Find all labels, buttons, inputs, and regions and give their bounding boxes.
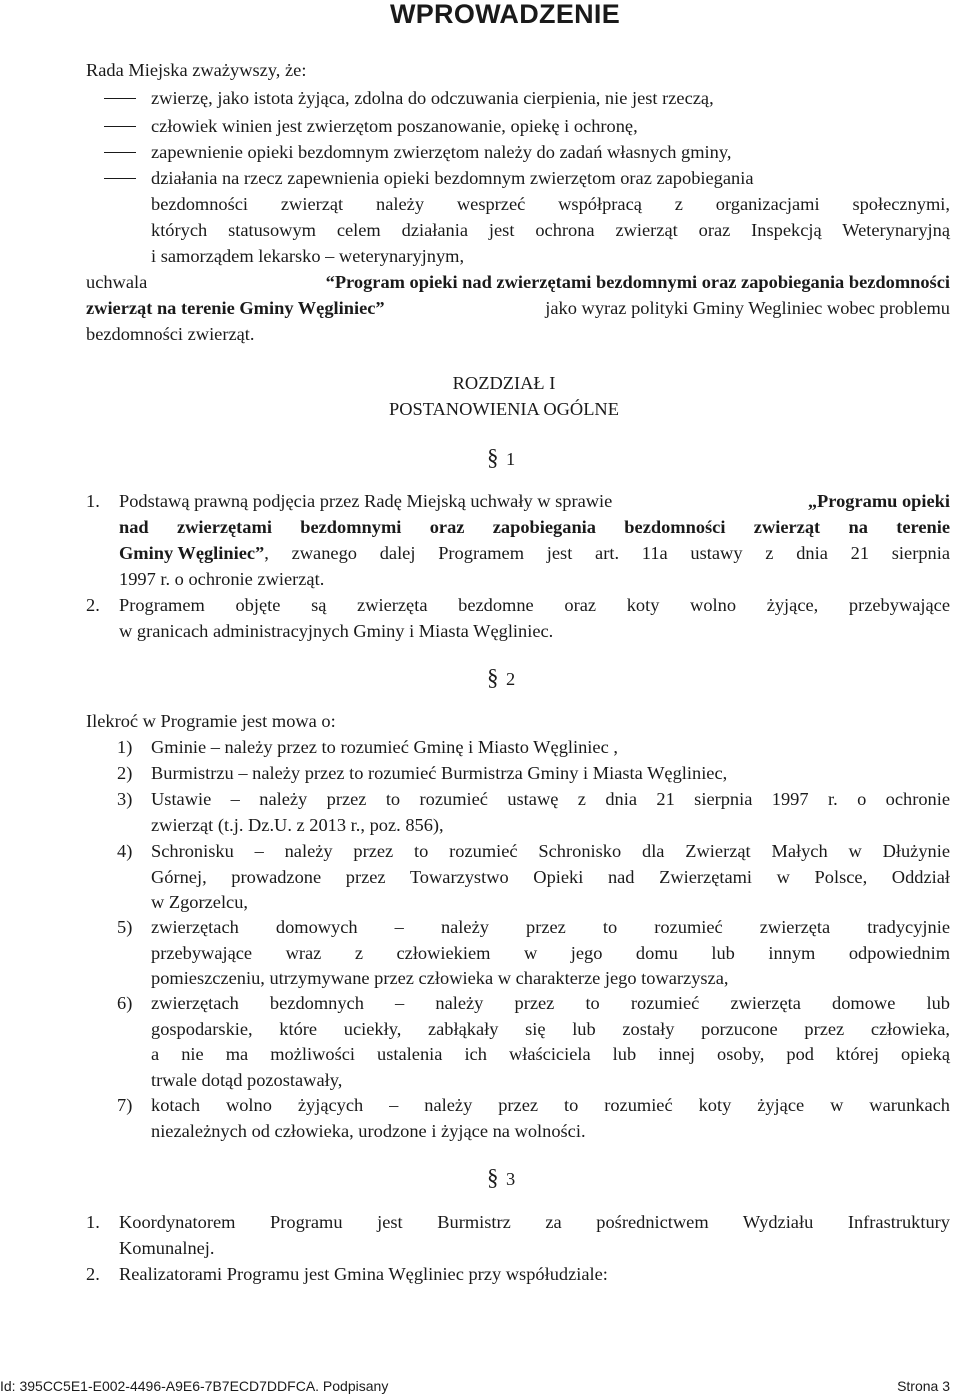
definition-line: Burmistrzu – należy przez to rozumieć Burmistrza Gminy i Miasta Węgliniec, xyxy=(151,763,728,783)
definition-number: 6) xyxy=(117,993,133,1013)
section-number: 2 xyxy=(506,669,516,689)
definitions-intro: Ilekroć w Programie jest mowa o: xyxy=(86,711,336,731)
definition-number: 7) xyxy=(117,1095,133,1115)
definition-number: 1) xyxy=(117,737,133,757)
section-number: 1 xyxy=(506,449,516,469)
bullet-item: człowiek winien jest zwierzętom poszanowanie, opiekę i ochronę, xyxy=(151,116,638,136)
resolution-line-2 xyxy=(86,295,950,321)
chapter-subtitle: POSTANOWIENIA OGÓLNE xyxy=(389,399,619,419)
intro-text: Rada Miejska zważywszy, że: xyxy=(86,60,307,80)
paragraph-text: Podstawą prawną podjęcia przez Radę Miejską uchwały w sprawie xyxy=(119,491,613,511)
definition-line: gospodarskie, które uciekły, zabłąkały się lub zostały porzucone przez człowieka, xyxy=(151,1018,950,1039)
paragraph-line xyxy=(119,540,950,566)
bullet-continuation: bezdomności zwierząt należy wesprzeć współpracą z organizacjami społecznymi, xyxy=(151,194,950,214)
program-title: “Program opieki nad zwierzętami bezdomnymi oraz zapobiegania bezdomności xyxy=(325,272,950,292)
paragraph-number: 2. xyxy=(86,1264,100,1284)
paragraph-number: 2. xyxy=(86,595,100,615)
definition-line: Górnej, prowadzone przez Towarzystwo Opieki nad Zwierzętami w Polsce, Oddział xyxy=(151,866,950,887)
paragraph-number: 1. xyxy=(86,1212,100,1232)
definition-number: 3) xyxy=(117,789,133,809)
paragraph-line: Koordynatorem Programu jest Burmistrz za pośrednictwem Wydziału Infrastruktury xyxy=(119,1212,950,1232)
section-sign: § xyxy=(487,665,499,690)
definition-number: 4) xyxy=(117,841,133,861)
definition-number: 2) xyxy=(117,763,133,783)
bullet-item: zapewnienie opieki bezdomnym zwierzętom należy do zadań własnych gminy, xyxy=(151,142,732,162)
bullet-item xyxy=(151,165,950,191)
section-number: 3 xyxy=(506,1169,516,1189)
paragraph-line: 1997 r. o ochronie zwierząt. xyxy=(119,569,325,589)
bullet-continuation: i samorządem lekarsko – weterynaryjnym, xyxy=(151,246,465,266)
section-sign: § xyxy=(487,1165,499,1190)
paragraph-line: Komunalnej. xyxy=(119,1238,215,1258)
definition-line: Gminie – należy przez to rozumieć Gminę i Miasto Węgliniec , xyxy=(151,737,618,757)
paragraph-number: 1. xyxy=(86,491,100,511)
paragraph-text: , zwanego dalej Programem jest art. 11a ustawy z dnia 21 sierpnia xyxy=(264,543,950,563)
bullet-text: działania na rzecz zapewnienia opieki bezdomnym zwierzętom oraz zapobiegania xyxy=(151,168,754,188)
bullet-continuation: których statusowym celem działania jest ochrona zwierząt oraz Inspekcją Weterynaryjną xyxy=(151,220,950,240)
resolution-line-1 xyxy=(86,269,950,295)
definition-line: Schronisku – należy przez to rozumieć Schronisko dla Zwierząt Małych w Dłużynie xyxy=(151,841,950,861)
resolution-rest: jako wyraz polityki Gminy Wegliniec wobec problemu xyxy=(545,298,950,318)
page-title: WPROWADZENIE xyxy=(389,0,621,29)
document-id: Id: 395CC5E1-E002-4496-A9E6-7B7ECD7DDFCA. Podpisany xyxy=(0,1378,389,1394)
chapter-title: ROZDZIAŁ I xyxy=(452,373,556,393)
resolution-prefix: uchwala xyxy=(86,272,148,292)
definition-line: Ustawie – należy przez to rozumieć ustawę z dnia 21 sierpnia 1997 r. o ochronie xyxy=(151,789,950,809)
definition-line: zwierząt (t.j. Dz.U. z 2013 r., poz. 856), xyxy=(151,814,444,835)
definition-line: zwierzętach domowych – należy przez to rozumieć zwierzęta tradycyjnie xyxy=(151,917,950,937)
definition-line: trwale dotąd pozostawały, xyxy=(151,1069,343,1090)
dash-bullet xyxy=(104,126,136,127)
definition-number: 5) xyxy=(117,917,133,937)
definition-line: przebywające wraz z człowiekiem w jego domu lub innym odpowiednim xyxy=(151,942,950,963)
paragraph-line: w granicach administracyjnych Gminy i Miasta Węgliniec. xyxy=(119,621,554,641)
definition-line: w Zgorzelcu, xyxy=(151,892,249,912)
definition-line: niezależnych od człowieka, urodzone i żyjące na wolności. xyxy=(151,1120,586,1141)
bullet-item: zwierzę, jako istota żyjąca, zdolna do odczuwania cierpienia, nie jest rzeczą, xyxy=(151,88,714,108)
definition-line: pomieszczeniu, utrzymywane przez człowieka w charakterze jego towarzysza, xyxy=(151,968,729,988)
paragraph-line-bold: nad zwierzętami bezdomnymi oraz zapobiegania bezdomności zwierząt na terenie xyxy=(119,517,950,537)
dash-bullet xyxy=(104,178,136,179)
page-number: Strona 3 xyxy=(897,1378,950,1394)
program-title: „Programu opieki xyxy=(807,491,950,511)
program-title-end: Gminy Węgliniec” xyxy=(119,543,265,563)
definition-line: kotach wolno żyjących – należy przez to rozumieć koty żyjące w warunkach xyxy=(151,1095,950,1115)
dash-bullet xyxy=(104,152,136,153)
dash-bullet xyxy=(104,98,136,99)
paragraph-line xyxy=(119,488,950,514)
section-sign: § xyxy=(487,445,499,470)
resolution-line-3: bezdomności zwierząt. xyxy=(86,324,255,344)
paragraph-line: Programem objęte są zwierzęta bezdomne oraz koty wolno żyjące, przebywające xyxy=(119,595,950,615)
paragraph-line: Realizatorami Programu jest Gmina Węgliniec przy współudziale: xyxy=(119,1264,608,1284)
definition-line: zwierzętach bezdomnych – należy przez to rozumieć zwierzęta domowe lub xyxy=(151,993,950,1013)
definition-line: a nie ma możliwości ustalenia ich właściciela lub innej osoby, pod której opieką xyxy=(151,1044,950,1064)
program-title-cont: zwierząt na terenie Gminy Węgliniec” xyxy=(86,298,385,318)
